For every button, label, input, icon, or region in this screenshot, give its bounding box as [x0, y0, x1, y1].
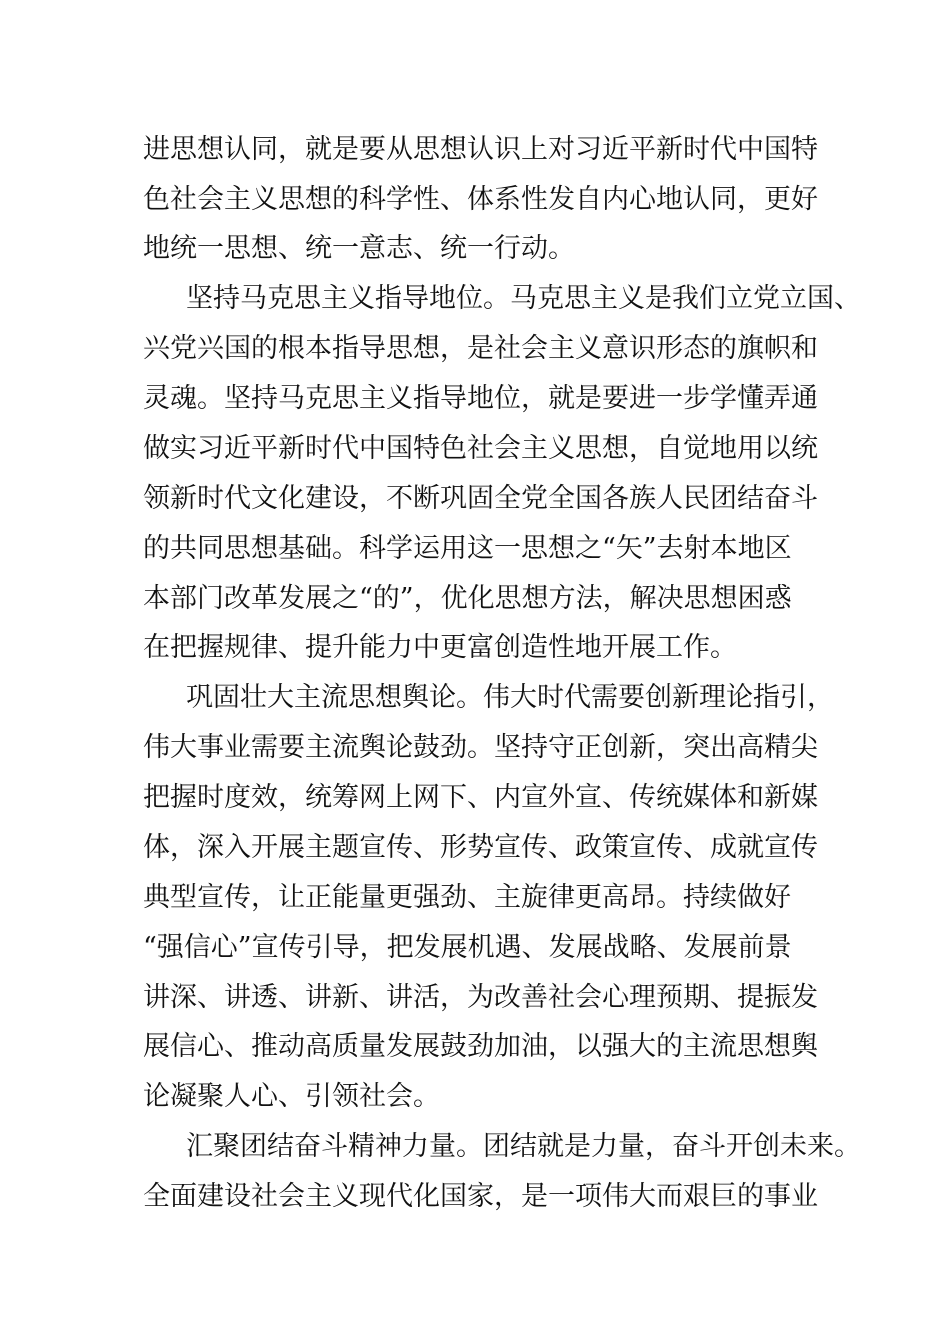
text-line: 色社会主义思想的科学性、体系性发自内心地认同，更好 [143, 184, 818, 215]
text-line: 典型宣传，让正能量更强劲、主旋律更高昂。持续做好 [143, 882, 791, 913]
text-line: 灵魂。坚持马克思主义指导地位，就是要进一步学懂弄通 [143, 383, 818, 414]
text-line: 领新时代文化建设，不断巩固全党全国各族人民团结奋斗 [143, 483, 818, 514]
text-line: 展信心、推动高质量发展鼓劲加油，以强大的主流思想舆 [143, 1031, 818, 1062]
text-line: 讲深、讲透、讲新、讲活，为改善社会心理预期、提振发 [143, 982, 818, 1013]
paragraph-heading-line: 汇聚团结奋斗精神力量。团结就是力量，奋斗开创未来。 [186, 1131, 861, 1162]
text-line: 进思想认同，就是要从思想认识上对习近平新时代中国特 [143, 134, 818, 165]
text-line: 全面建设社会主义现代化国家，是一项伟大而艰巨的事业 [143, 1181, 818, 1212]
text-line: 论凝聚人心、引领社会。 [143, 1081, 440, 1112]
text-line: 的共同思想基础。科学运用这一思想之“矢”去射本地区 [143, 533, 792, 564]
text-line: 伟大事业需要主流舆论鼓劲。坚持守正创新，突出高精尖 [143, 732, 818, 763]
text-line: 体，深入开展主题宣传、形势宣传、政策宣传、成就宣传 [143, 832, 818, 863]
text-line: 地统一思想、统一意志、统一行动。 [143, 233, 575, 264]
text-line: “强信心”宣传引导，把发展机遇、发展战略、发展前景 [143, 932, 792, 963]
text-line: 兴党兴国的根本指导思想，是社会主义意识形态的旗帜和 [143, 333, 818, 364]
paragraph-heading-line: 坚持马克思主义指导地位。马克思主义是我们立党立国、 [186, 283, 861, 314]
text-line: 做实习近平新时代中国特色社会主义思想，自觉地用以统 [143, 433, 818, 464]
paragraph-heading-line: 巩固壮大主流思想舆论。伟大时代需要创新理论指引， [186, 682, 834, 713]
text-line: 在把握规律、提升能力中更富创造性地开展工作。 [143, 632, 737, 663]
text-line: 把握时度效，统筹网上网下、内宣外宣、传统媒体和新媒 [143, 782, 818, 813]
text-line: 本部门改革发展之“的”，优化思想方法，解决思想困惑 [143, 583, 792, 614]
